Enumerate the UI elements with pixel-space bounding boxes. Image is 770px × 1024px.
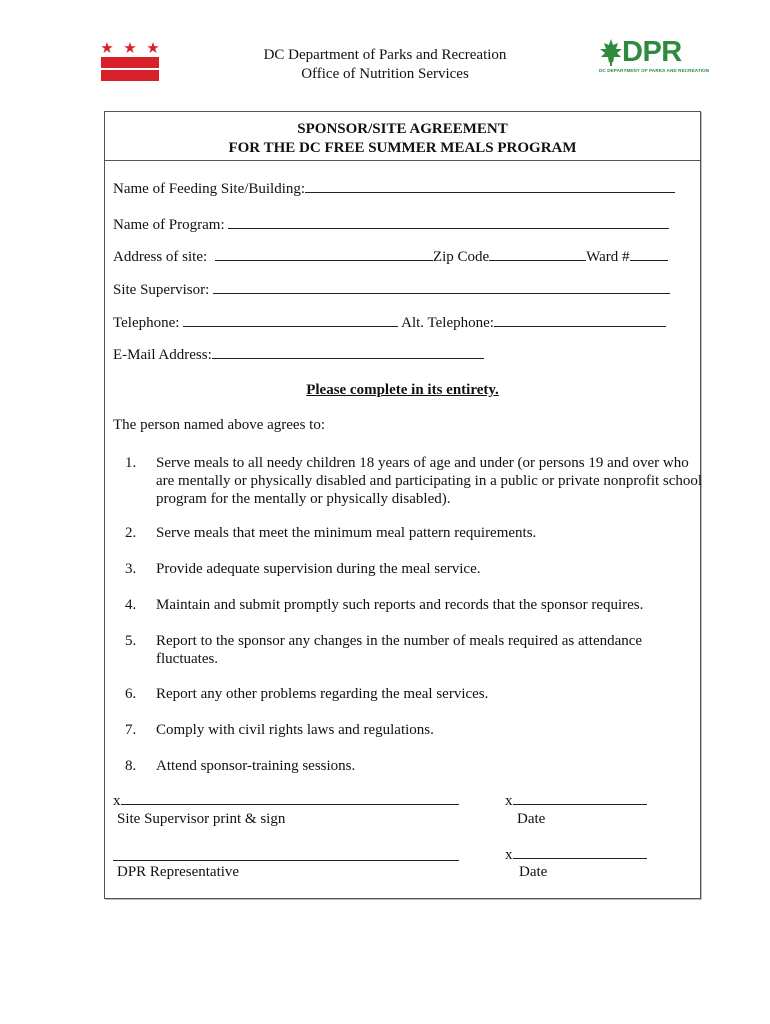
- dpr-date-label: Date: [519, 864, 548, 880]
- form-title-line2: FOR THE DC FREE SUMMER MEALS PROGRAM: [228, 140, 577, 156]
- item-number: 8.: [125, 758, 137, 774]
- supervisor-signature-label: Site Supervisor print & sign: [117, 811, 286, 827]
- alt-telephone-label: Alt. Telephone:: [401, 315, 494, 331]
- form-title: [105, 120, 700, 158]
- leaf-icon: [598, 38, 624, 68]
- program-field[interactable]: [228, 216, 669, 229]
- supervisor-row: [113, 281, 670, 299]
- email-row: [113, 346, 484, 364]
- item-number: 2.: [125, 525, 137, 541]
- site-name-label: Name of Feeding Site/Building:: [113, 181, 306, 197]
- item-text: Report any other problems regarding the meal services.: [156, 686, 489, 702]
- item-text: Provide adequate supervision during the meal service.: [156, 561, 481, 577]
- item-number: 3.: [125, 561, 137, 577]
- item-text: Report to the sponsor any changes in the number of meals required as attendance fluctuates.: [156, 633, 643, 667]
- x-mark: x: [505, 847, 513, 863]
- form-title-line1: SPONSOR/SITE AGREEMENT: [297, 121, 508, 137]
- instruction: Please complete in its entirety.: [306, 382, 499, 398]
- logo-wordmark: DPR: [622, 36, 682, 68]
- dpr-signature-label: DPR Representative: [117, 864, 240, 880]
- agreement-form: [104, 111, 701, 899]
- address-label: Address of site:: [113, 249, 208, 265]
- supervisor-date-label: Date: [517, 811, 546, 827]
- item-number: 4.: [125, 597, 137, 613]
- address-field[interactable]: [215, 248, 433, 261]
- title-divider: [105, 160, 700, 161]
- item-number: 6.: [125, 686, 137, 702]
- email-label: E-Mail Address:: [113, 347, 212, 363]
- signature-line: [121, 792, 459, 805]
- supervisor-label: Site Supervisor:: [113, 282, 210, 298]
- dpr-date-line[interactable]: [505, 846, 647, 864]
- intro-text: The person named above agrees to:: [113, 417, 325, 433]
- dpr-logo: [598, 36, 710, 78]
- department-name: DC Department of Parks and Recreation: [263, 47, 507, 63]
- zip-label: Zip Code: [432, 249, 490, 265]
- zip-field[interactable]: [489, 248, 586, 261]
- x-mark: x: [113, 793, 121, 809]
- program-row: [113, 216, 669, 234]
- x-mark: x: [505, 793, 513, 809]
- ward-field[interactable]: [630, 248, 668, 261]
- ward-label: Ward #: [586, 249, 630, 265]
- date-line: [513, 846, 647, 859]
- signature-line: [113, 848, 459, 861]
- site-name-field[interactable]: [305, 180, 675, 193]
- telephone-label: Telephone:: [113, 315, 180, 331]
- program-label: Name of Program:: [113, 217, 225, 233]
- supervisor-signature-line[interactable]: [113, 792, 459, 810]
- item-text: Attend sponsor-training sessions.: [156, 758, 356, 774]
- address-row: [113, 248, 668, 266]
- logo-subtitle: DC DEPARTMENT OF PARKS AND RECREATION: [599, 68, 710, 73]
- item-number: 5.: [125, 633, 137, 649]
- office-name: Office of Nutrition Services: [301, 66, 469, 82]
- supervisor-field[interactable]: [213, 281, 670, 294]
- supervisor-date-line[interactable]: [505, 792, 647, 810]
- item-text: Serve meals to all needy children 18 years of age and under (or persons 19 and over who are mentally or physically disabled and participating in a public or private nonprofit school program for the mentally or physically disabled).: [156, 455, 703, 507]
- item-text: Comply with civil rights laws and regulations.: [156, 722, 434, 738]
- item-number: 1.: [125, 455, 137, 471]
- email-field[interactable]: [212, 346, 484, 359]
- telephone-field[interactable]: [183, 314, 398, 327]
- date-line: [513, 792, 647, 805]
- site-name-row: [113, 180, 675, 198]
- item-text: Maintain and submit promptly such reports and records that the sponsor requires.: [156, 597, 644, 613]
- item-text: Serve meals that meet the minimum meal pattern requirements.: [156, 525, 537, 541]
- telephone-row: [113, 314, 666, 332]
- alt-telephone-field[interactable]: [494, 314, 666, 327]
- item-number: 7.: [125, 722, 137, 738]
